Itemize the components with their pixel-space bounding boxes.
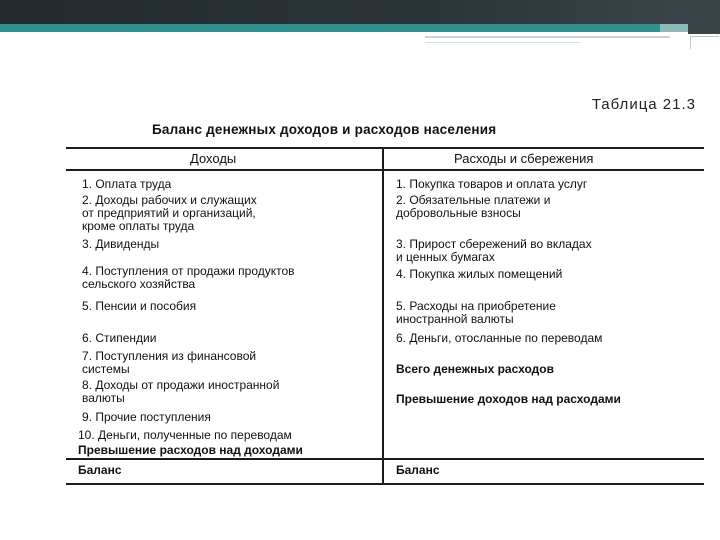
expense-balance-row: Баланс <box>396 463 440 477</box>
income-item: кроме оплаты труда <box>82 219 195 233</box>
income-balance-row: Баланс <box>78 463 122 477</box>
income-item: 9. Прочие поступления <box>82 410 211 424</box>
income-item: 10. Деньги, полученные по переводам <box>78 428 292 442</box>
income-item: 8. Доходы от продажи иностранной <box>82 378 280 392</box>
expense-item: 6. Деньги, отосланные по переводам <box>396 331 603 345</box>
income-item: 6. Стипендии <box>82 331 157 345</box>
expense-item: и ценных бумагах <box>396 250 495 264</box>
expense-item: иностранной валюты <box>396 312 514 326</box>
table-title: Баланс денежных доходов и расходов населения <box>152 122 497 137</box>
expense-item: добровольные взносы <box>396 206 521 220</box>
table-number: Таблица 21.3 <box>591 96 696 113</box>
expense-excess-row: Превышение доходов над расходами <box>396 392 621 406</box>
header-divider <box>66 169 704 171</box>
income-item: 7. Поступления из финансовой <box>82 349 257 363</box>
column-header-income: Доходы <box>190 151 237 166</box>
expense-item: 1. Покупка товаров и оплата услуг <box>396 177 588 191</box>
income-item: 5. Пенсии и пособия <box>82 299 197 313</box>
income-item: 3. Дивиденды <box>82 237 160 251</box>
expense-item: 5. Расходы на приобретение <box>396 299 556 313</box>
income-item: 1. Оплата труда <box>82 177 172 191</box>
expense-balance-divider <box>384 458 704 460</box>
decor-corner-line <box>690 36 719 49</box>
income-item: сельского хозяйства <box>82 277 196 291</box>
decor-line <box>425 36 670 38</box>
income-item: валюты <box>82 391 125 405</box>
income-total-divider <box>66 458 382 460</box>
income-item: 2. Доходы рабочих и служащих <box>82 193 257 207</box>
top-dark-band <box>0 0 720 24</box>
column-divider <box>382 149 384 483</box>
top-accent-stripe <box>0 24 660 32</box>
expense-item: 2. Обязательные платежи и <box>396 193 551 207</box>
income-excess-row: Превышение расходов над доходами <box>78 443 303 457</box>
decor-line <box>425 42 580 43</box>
expense-total-row: Всего денежных расходов <box>396 362 554 376</box>
balance-table <box>66 147 704 485</box>
top-corner-block <box>688 0 720 34</box>
expense-item: 4. Покупка жилых помещений <box>396 267 563 281</box>
income-item: системы <box>82 362 130 376</box>
column-header-expenses: Расходы и сбережения <box>454 151 594 166</box>
expense-item: 3. Прирост сбережений во вкладах <box>396 237 592 251</box>
income-item: 4. Поступления от продажи продуктов <box>82 264 295 278</box>
income-item: от предприятий и организаций, <box>82 206 256 220</box>
